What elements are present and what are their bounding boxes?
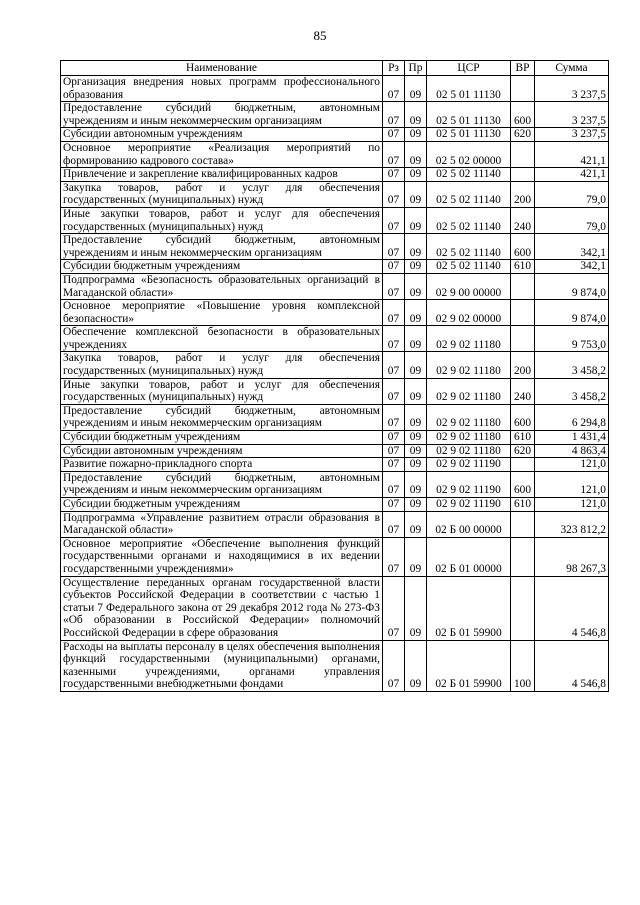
cell-rz: 07 — [383, 576, 405, 640]
cell-sum: 3 237,5 — [535, 76, 609, 102]
cell-name: Привлечение и закрепление квалифицированных кадров — [61, 168, 383, 182]
cell-vr — [511, 537, 535, 576]
cell-rz: 07 — [383, 352, 405, 378]
cell-vr — [511, 511, 535, 537]
budget-table — [60, 60, 609, 692]
cell-name: Субсидии автономным учреждениям — [61, 128, 383, 142]
cell-rz: 07 — [383, 207, 405, 233]
cell-sum: 342,1 — [535, 234, 609, 260]
cell-pr: 09 — [405, 511, 427, 537]
cell-csr: 02 9 02 11180 — [427, 378, 511, 404]
table-row — [61, 498, 609, 512]
cell-csr: 02 5 02 00000 — [427, 141, 511, 167]
header-vr: ВР — [511, 61, 535, 76]
cell-vr: 610 — [511, 498, 535, 512]
cell-pr: 09 — [405, 181, 427, 207]
table-row — [61, 141, 609, 167]
cell-rz: 07 — [383, 640, 405, 691]
cell-rz: 07 — [383, 458, 405, 472]
cell-rz: 07 — [383, 102, 405, 128]
table-row — [61, 207, 609, 233]
cell-sum: 79,0 — [535, 181, 609, 207]
cell-name: Предоставление субсидий бюджетным, автономным учреждениям и иным некоммерческим организациям — [61, 404, 383, 430]
cell-vr — [511, 576, 535, 640]
cell-sum: 121,0 — [535, 458, 609, 472]
cell-csr: 02 5 01 11130 — [427, 102, 511, 128]
header-rz: Рз — [383, 61, 405, 76]
cell-vr: 600 — [511, 102, 535, 128]
cell-pr: 09 — [405, 168, 427, 182]
cell-csr: 02 5 02 11140 — [427, 168, 511, 182]
cell-rz: 07 — [383, 537, 405, 576]
cell-csr: 02 5 02 11140 — [427, 234, 511, 260]
table-row — [61, 128, 609, 142]
cell-vr: 200 — [511, 181, 535, 207]
cell-rz: 07 — [383, 511, 405, 537]
table-header-row — [61, 61, 609, 76]
cell-rz: 07 — [383, 471, 405, 497]
table-row — [61, 471, 609, 497]
cell-sum: 342,1 — [535, 260, 609, 274]
cell-csr: 02 5 02 11140 — [427, 181, 511, 207]
cell-pr: 09 — [405, 102, 427, 128]
table-row — [61, 326, 609, 352]
cell-csr: 02 5 02 11140 — [427, 207, 511, 233]
cell-vr — [511, 458, 535, 472]
table-row — [61, 511, 609, 537]
cell-name: Иные закупки товаров, работ и услуг для обеспечения государственных (муниципальных) нужд — [61, 207, 383, 233]
table-row — [61, 234, 609, 260]
cell-name: Основное мероприятие «Обеспечение выполнения функций государственными органами и находящимися в их ведении государственными учреждениями» — [61, 537, 383, 576]
cell-csr: 02 9 02 11180 — [427, 404, 511, 430]
cell-sum: 4 546,8 — [535, 576, 609, 640]
cell-sum: 421,1 — [535, 168, 609, 182]
cell-pr: 09 — [405, 640, 427, 691]
cell-name: Субсидии автономным учреждениям — [61, 444, 383, 458]
cell-name: Предоставление субсидий бюджетным, автономным учреждениям и иным некоммерческим организациям — [61, 471, 383, 497]
cell-sum: 3 237,5 — [535, 102, 609, 128]
cell-vr: 200 — [511, 352, 535, 378]
cell-vr — [511, 326, 535, 352]
cell-csr: 02 5 01 11130 — [427, 128, 511, 142]
cell-rz: 07 — [383, 128, 405, 142]
cell-csr: 02 9 02 11190 — [427, 498, 511, 512]
table-body — [61, 76, 609, 692]
cell-sum: 4 546,8 — [535, 640, 609, 691]
cell-name: Расходы на выплаты персоналу в целях обеспечения выполнения функций государственными (муниципальными) органами, казенными учреждениями, органами управления государственными внебюджетными фондами — [61, 640, 383, 691]
cell-rz: 07 — [383, 76, 405, 102]
header-csr: ЦСР — [427, 61, 511, 76]
cell-pr: 09 — [405, 128, 427, 142]
cell-vr: 100 — [511, 640, 535, 691]
cell-pr: 09 — [405, 273, 427, 299]
cell-sum: 421,1 — [535, 141, 609, 167]
cell-vr: 240 — [511, 378, 535, 404]
cell-vr — [511, 168, 535, 182]
cell-sum: 9 874,0 — [535, 273, 609, 299]
cell-sum: 3 458,2 — [535, 352, 609, 378]
cell-csr: 02 Б 00 00000 — [427, 511, 511, 537]
table-row — [61, 260, 609, 274]
cell-name: Обеспечение комплексной безопасности в образовательных учреждениях — [61, 326, 383, 352]
cell-name: Субсидии бюджетным учреждениям — [61, 260, 383, 274]
table-row — [61, 458, 609, 472]
cell-pr: 09 — [405, 444, 427, 458]
cell-pr: 09 — [405, 431, 427, 445]
cell-rz: 07 — [383, 181, 405, 207]
cell-vr: 240 — [511, 207, 535, 233]
page-number: 85 — [313, 28, 327, 43]
table-row — [61, 640, 609, 691]
cell-sum: 9 753,0 — [535, 326, 609, 352]
cell-vr: 610 — [511, 260, 535, 274]
cell-rz: 07 — [383, 300, 405, 326]
cell-rz: 07 — [383, 168, 405, 182]
table-row — [61, 576, 609, 640]
cell-rz: 07 — [383, 498, 405, 512]
cell-name: Предоставление субсидий бюджетным, автономным учреждениям и иным некоммерческим организациям — [61, 102, 383, 128]
cell-sum: 9 874,0 — [535, 300, 609, 326]
cell-name: Подпрограмма «Безопасность образовательных организаций в Магаданской области» — [61, 273, 383, 299]
cell-pr: 09 — [405, 458, 427, 472]
cell-csr: 02 Б 01 00000 — [427, 537, 511, 576]
cell-pr: 09 — [405, 404, 427, 430]
cell-vr — [511, 141, 535, 167]
cell-sum: 1 431,4 — [535, 431, 609, 445]
cell-rz: 07 — [383, 444, 405, 458]
cell-vr — [511, 273, 535, 299]
cell-sum: 4 863,4 — [535, 444, 609, 458]
cell-vr — [511, 300, 535, 326]
table-row — [61, 537, 609, 576]
cell-sum: 121,0 — [535, 498, 609, 512]
cell-csr: 02 5 01 11130 — [427, 76, 511, 102]
cell-vr: 600 — [511, 404, 535, 430]
cell-vr: 600 — [511, 234, 535, 260]
cell-csr: 02 9 00 00000 — [427, 273, 511, 299]
cell-name: Предоставление субсидий бюджетным, автономным учреждениям и иным некоммерческим организациям — [61, 234, 383, 260]
cell-sum: 3 237,5 — [535, 128, 609, 142]
cell-vr: 610 — [511, 431, 535, 445]
table-row — [61, 273, 609, 299]
cell-rz: 07 — [383, 326, 405, 352]
cell-csr: 02 9 02 11190 — [427, 471, 511, 497]
table-row — [61, 444, 609, 458]
header-sum: Сумма — [535, 61, 609, 76]
cell-pr: 09 — [405, 326, 427, 352]
table-row — [61, 378, 609, 404]
cell-pr: 09 — [405, 471, 427, 497]
cell-pr: 09 — [405, 300, 427, 326]
cell-pr: 09 — [405, 141, 427, 167]
cell-name: Основное мероприятие «Реализация мероприятий по формированию кадрового состава» — [61, 141, 383, 167]
cell-pr: 09 — [405, 76, 427, 102]
cell-vr: 620 — [511, 444, 535, 458]
cell-sum: 323 812,2 — [535, 511, 609, 537]
cell-csr: 02 9 02 11180 — [427, 444, 511, 458]
cell-csr: 02 9 02 11180 — [427, 352, 511, 378]
cell-pr: 09 — [405, 498, 427, 512]
cell-name: Закупка товаров, работ и услуг для обеспечения государственных (муниципальных) нужд — [61, 352, 383, 378]
cell-rz: 07 — [383, 141, 405, 167]
cell-rz: 07 — [383, 404, 405, 430]
cell-rz: 07 — [383, 260, 405, 274]
cell-pr: 09 — [405, 260, 427, 274]
table-row — [61, 168, 609, 182]
cell-csr: 02 9 02 00000 — [427, 300, 511, 326]
cell-csr: 02 9 02 11180 — [427, 431, 511, 445]
table-row — [61, 352, 609, 378]
cell-pr: 09 — [405, 234, 427, 260]
cell-csr: 02 Б 01 59900 — [427, 576, 511, 640]
cell-name: Подпрограмма «Управление развитием отрасли образования в Магаданской области» — [61, 511, 383, 537]
cell-rz: 07 — [383, 273, 405, 299]
cell-rz: 07 — [383, 431, 405, 445]
cell-pr: 09 — [405, 537, 427, 576]
cell-name: Основное мероприятие «Повышение уровня комплексной безопасности» — [61, 300, 383, 326]
cell-sum: 3 458,2 — [535, 378, 609, 404]
cell-csr: 02 9 02 11190 — [427, 458, 511, 472]
cell-name: Субсидии бюджетным учреждениям — [61, 431, 383, 445]
cell-pr: 09 — [405, 207, 427, 233]
cell-pr: 09 — [405, 378, 427, 404]
header-pr: Пр — [405, 61, 427, 76]
cell-pr: 09 — [405, 576, 427, 640]
cell-csr: 02 9 02 11180 — [427, 326, 511, 352]
table-row — [61, 404, 609, 430]
cell-csr: 02 5 02 11140 — [427, 260, 511, 274]
cell-pr: 09 — [405, 352, 427, 378]
cell-sum: 6 294,8 — [535, 404, 609, 430]
cell-name: Организация внедрения новых программ профессионального образования — [61, 76, 383, 102]
cell-csr: 02 Б 01 59900 — [427, 640, 511, 691]
table-row — [61, 300, 609, 326]
cell-sum: 121,0 — [535, 471, 609, 497]
cell-sum: 79,0 — [535, 207, 609, 233]
cell-name: Осуществление переданных органам государственной власти субъектов Российской Федерации в соответствии с частью 1 статьи 7 Федерального закона от 29 декабря 2012 года № 273-ФЗ «Об образовании в Российской Федерации» полномочий Российской Федерации в сфере образования — [61, 576, 383, 640]
cell-name: Закупка товаров, работ и услуг для обеспечения государственных (муниципальных) нужд — [61, 181, 383, 207]
table-row — [61, 102, 609, 128]
header-name: Наименование — [61, 61, 383, 76]
cell-rz: 07 — [383, 378, 405, 404]
cell-name: Субсидии бюджетным учреждениям — [61, 498, 383, 512]
cell-name: Иные закупки товаров, работ и услуг для обеспечения государственных (муниципальных) нужд — [61, 378, 383, 404]
cell-rz: 07 — [383, 234, 405, 260]
table-row — [61, 76, 609, 102]
cell-vr: 600 — [511, 471, 535, 497]
table-row — [61, 181, 609, 207]
cell-vr: 620 — [511, 128, 535, 142]
table-row — [61, 431, 609, 445]
cell-name: Развитие пожарно-прикладного спорта — [61, 458, 383, 472]
cell-vr — [511, 76, 535, 102]
cell-sum: 98 267,3 — [535, 537, 609, 576]
